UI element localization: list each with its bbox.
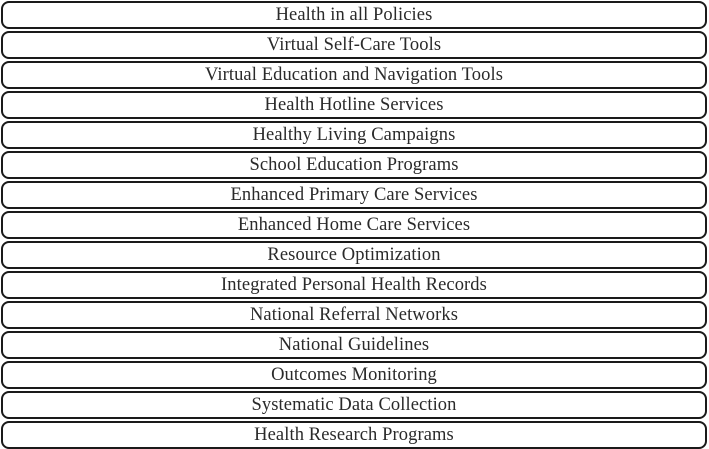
- layer-healthy-living-campaigns: Healthy Living Campaigns: [1, 121, 707, 149]
- layer-enhanced-primary-care-services: Enhanced Primary Care Services: [1, 181, 707, 209]
- layer-virtual-self-care-tools: Virtual Self-Care Tools: [1, 31, 707, 59]
- layer-systematic-data-collection: Systematic Data Collection: [1, 391, 707, 419]
- layer-resource-optimization: Resource Optimization: [1, 241, 707, 269]
- layer-health-in-all-policies: Health in all Policies: [1, 1, 707, 29]
- layer-school-education-programs: School Education Programs: [1, 151, 707, 179]
- layer-outcomes-monitoring: Outcomes Monitoring: [1, 361, 707, 389]
- layer-health-research-programs: Health Research Programs: [1, 421, 707, 449]
- layer-health-hotline-services: Health Hotline Services: [1, 91, 707, 119]
- layer-integrated-personal-health-records: Integrated Personal Health Records: [1, 271, 707, 299]
- layer-national-referral-networks: National Referral Networks: [1, 301, 707, 329]
- layer-enhanced-home-care-services: Enhanced Home Care Services: [1, 211, 707, 239]
- layer-national-guidelines: National Guidelines: [1, 331, 707, 359]
- layer-virtual-education-navigation-tools: Virtual Education and Navigation Tools: [1, 61, 707, 89]
